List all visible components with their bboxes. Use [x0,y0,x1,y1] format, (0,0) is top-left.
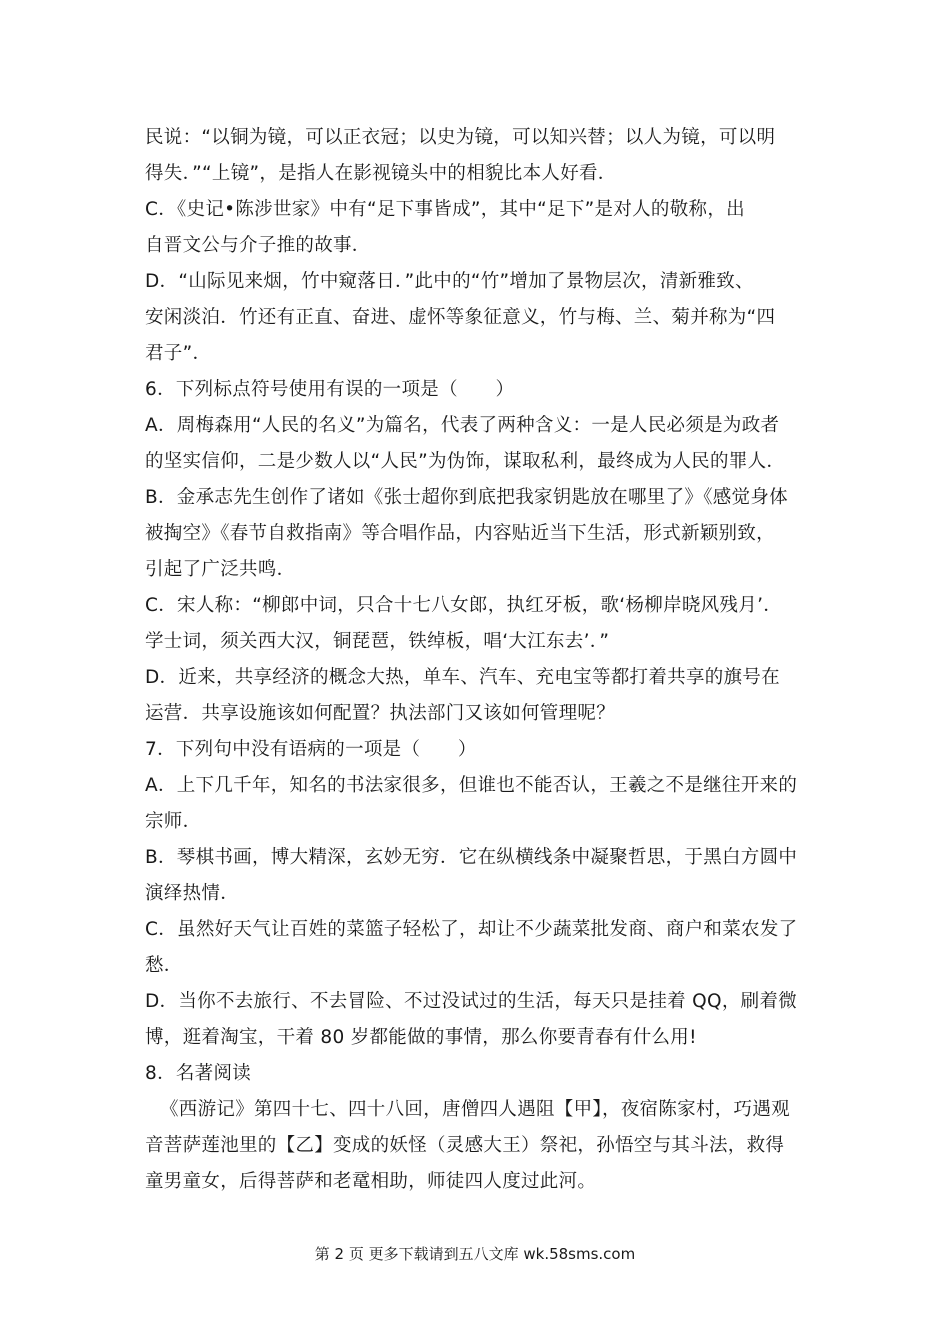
text-line: 被掏空》《春节自救指南》等合唱作品，内容贴近当下生活，形式新颖别致， [145,523,775,544]
text-line: 愁． [145,955,183,976]
reading-passage-line: 《西游记》第四十七、四十八回，唐僧四人遇阻【甲】，夜宿陈家村，巧遇观 [160,1099,790,1120]
q7-option-a: A．上下几千年，知名的书法家很多，但谁也不能否认，王羲之不是继往开来的 [145,775,798,796]
text-line: 君子”． [145,343,212,364]
reading-passage-line: 童男童女，后得菩萨和老鼋相助，师徒四人度过此河。 [145,1171,597,1192]
text-line: 宗师． [145,811,202,832]
text-line: 学士词，须关西大汉，铜琵琶，铁绰板，唱‘大江东去’．” [145,631,610,652]
text-line: 的坚实信仰，二是少数人以“人民”为伪饰，谋取私利，最终成为人民的罪人． [145,451,786,472]
text-line: 引起了广泛共鸣． [145,559,296,580]
q6-option-c: C．宋人称：“柳郎中词，只合十七八女郎，执红牙板，歌‘杨柳岸晓风残月’． [145,595,783,616]
text-line: 民说：“以铜为镜，可以正衣冠；以史为镜，可以知兴替；以人为镜，可以明 [145,127,776,148]
q7-option-c: C．虽然好天气让百姓的菜篮子轻松了，却让不少蔬菜批发商、商户和菜农发了 [145,919,798,940]
reading-passage-line: 音菩萨莲池里的【乙】变成的妖怪（灵感大王）祭祀，孙悟空与其斗法，救得 [145,1135,785,1156]
question-6-title: 6．下列标点符号使用有误的一项是（ ） [145,379,515,400]
q6-option-b: B．金承志先生创作了诸如《张士超你到底把我家钥匙放在哪里了》《感觉身体 [145,487,788,508]
question-8-title: 8．名著阅读 [145,1063,252,1084]
option-c-line: C．《史记•陈涉世家》中有“足下事皆成”，其中“足下”是对人的敬称，出 [145,199,745,220]
q6-option-d: D．近来，共享经济的概念大热，单车、汽车、充电宝等都打着共享的旗号在 [145,667,780,688]
text-line: 运营．共享设施该如何配置？执法部门又该如何管理呢？ [145,703,616,724]
page-footer: 第 2 页 更多下载请到五八文库 wk.58sms.com [314,1245,636,1263]
q6-option-a: A．周梅森用“人民的名义”为篇名，代表了两种含义：一是人民必须是为政者 [145,415,780,436]
text-line: 安闲淡泊．竹还有正直、奋进、虚怀等象征意义，竹与梅、兰、菊并称为“四 [145,307,776,328]
q7-option-d: D．当你不去旅行、不去冒险、不过没试过的生活，每天只是挂着 QQ，刷着微 [145,991,798,1012]
text-line: 自晋文公与介子推的故事． [145,235,371,256]
option-d-line: D．“山际见来烟，竹中窥落日．”此中的“竹”增加了景物层次，清新雅致、 [145,271,754,292]
text-line: 得失．”“上镜”，是指人在影视镜头中的相貌比本人好看． [145,163,617,184]
question-7-title: 7．下列句中没有语病的一项是（ ） [145,739,477,760]
text-line: 演绎热情． [145,883,240,904]
q7-option-b: B．琴棋书画，博大精深，玄妙无穷．它在纵横线条中凝聚哲思，于黑白方圆中 [145,847,798,868]
text-line: 博，逛着淘宝，干着 80 岁都能做的事情，那么你要青春有什么用! [145,1027,697,1048]
